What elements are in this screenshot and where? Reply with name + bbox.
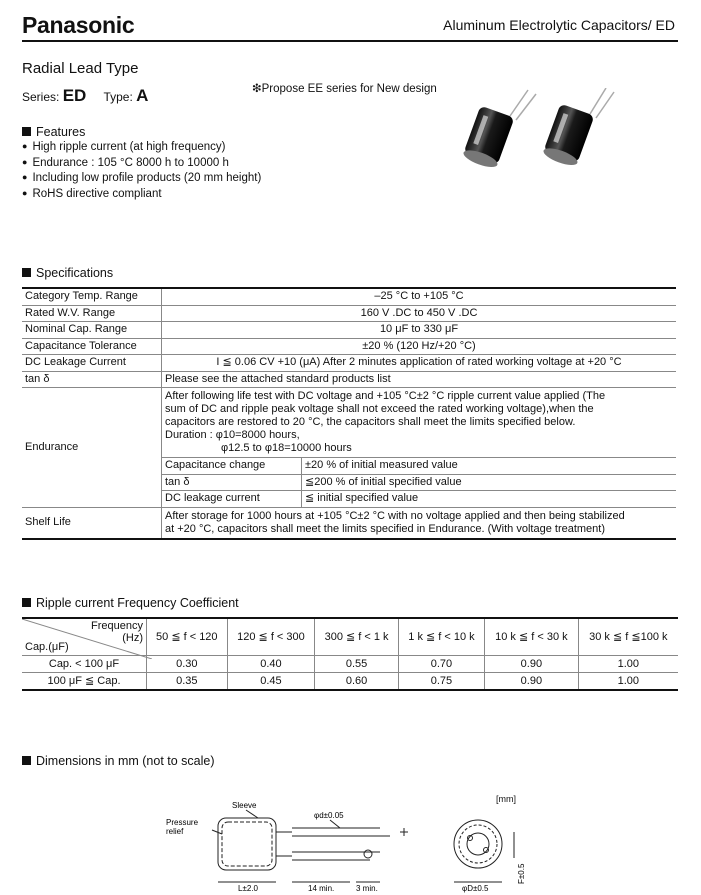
label-lead-length: 14 min.: [308, 884, 335, 893]
document-title: Aluminum Electrolytic Capacitors/ ED: [443, 17, 675, 33]
series-value: ED: [62, 86, 87, 105]
ripple-value: 0.90: [485, 656, 579, 673]
freq-header: 30 k ≦ f ≦100 k: [578, 618, 678, 656]
type-label: Type:: [103, 90, 133, 104]
specifications-heading: Specifications: [22, 266, 113, 280]
spec-row: [22, 288, 676, 305]
limit-item: DC leakage current: [162, 491, 302, 508]
ripple-value: 0.40: [227, 656, 315, 673]
ripple-table: [22, 617, 678, 691]
label-length: L±2.0: [238, 884, 258, 893]
freq-header: 1 k ≦ f < 10 k: [398, 618, 484, 656]
ripple-value: 0.30: [147, 656, 228, 673]
brand-logo: Panasonic: [22, 12, 135, 38]
label-lead-diameter: φd±0.05: [314, 811, 344, 820]
spec-label: Category Temp. Range: [22, 288, 162, 305]
spec-label: DC Leakage Current: [22, 355, 162, 372]
bullet-square-icon: [22, 756, 31, 765]
label-3min: 3 min.: [356, 884, 378, 893]
spec-value: I ≦ 0.06 CV +10 (μA) After 2 minutes application of rated working voltage at +20 °C: [162, 355, 677, 372]
label-pressure: Pressure: [166, 818, 199, 827]
ripple-header-row: [22, 618, 678, 656]
limit-item: Capacitance change: [162, 458, 302, 475]
endurance-row: [22, 388, 676, 458]
spec-row: [22, 305, 676, 322]
freq-header: 50 ≦ f < 120: [147, 618, 228, 656]
ripple-value: 0.35: [147, 673, 228, 691]
limit-value: ≦ initial specified value: [302, 491, 677, 508]
ripple-row: [22, 673, 678, 691]
freq-header: 120 ≦ f < 300: [227, 618, 315, 656]
endurance-text: After following life test with DC voltage and +105 °C±2 °C ripple current value applied (The sum of DC and ripple peak voltage shall not exceed the rated working voltage),when the capacitors are restored to 20 °C, the capacitors shall meet the limits specified below. Duration : φ10=8000 hours, φ12.5 to φ18=10000 hours: [162, 388, 677, 458]
spec-value: Please see the attached standard products list: [162, 371, 677, 388]
capacitor-image-right: [542, 88, 614, 168]
spec-label: Rated W.V. Range: [22, 305, 162, 322]
header-rule: [22, 40, 678, 42]
spec-row: [22, 355, 676, 372]
feature-item: ● RoHS directive compliant: [22, 186, 261, 202]
ripple-value: 1.00: [578, 656, 678, 673]
feature-item: ● High ripple current (at high frequency): [22, 139, 261, 155]
propose-note: ❇Propose EE series for New design: [252, 83, 437, 95]
type-value: A: [136, 86, 149, 105]
series-line: [22, 86, 162, 106]
bullet-square-icon: [22, 127, 31, 136]
spec-value: ±20 % (120 Hz/+20 °C): [162, 338, 677, 355]
bullet-square-icon: [22, 268, 31, 277]
features-list: [22, 139, 261, 201]
ripple-value: 0.90: [485, 673, 579, 691]
spec-label: tan δ: [22, 371, 162, 388]
ripple-value: 0.70: [398, 656, 484, 673]
ripple-value: 0.45: [227, 673, 315, 691]
spec-row: [22, 371, 676, 388]
bullet-square-icon: [22, 598, 31, 607]
label-relief: relief: [166, 827, 184, 836]
capacitor-image-left: [462, 90, 536, 170]
capacitor-body-outline: [218, 818, 276, 870]
spec-value: –25 °C to +105 °C: [162, 288, 677, 305]
spec-value: 10 μF to 330 μF: [162, 322, 677, 339]
dimensions-heading: Dimensions in mm (not to scale): [22, 754, 215, 768]
features-heading: Features: [22, 125, 85, 139]
ripple-value: 0.55: [315, 656, 398, 673]
ripple-value: 0.75: [398, 673, 484, 691]
freq-header: 10 k ≦ f < 30 k: [485, 618, 579, 656]
ripple-corner-cell: [22, 618, 147, 656]
feature-item: ● Endurance : 105 °C 8000 h to 10000 h: [22, 155, 261, 171]
ripple-value: 1.00: [578, 673, 678, 691]
endurance-label: Endurance: [22, 388, 162, 508]
capacitor-photo: [458, 88, 618, 178]
specifications-table: [22, 287, 676, 540]
freq-header: 300 ≦ f < 1 k: [315, 618, 398, 656]
lead-type-heading: Radial Lead Type: [22, 60, 139, 77]
shelf-life-label: Shelf Life: [22, 507, 162, 539]
unit-note: [mm]: [496, 794, 516, 804]
feature-item: ● Including low profile products (20 mm height): [22, 170, 261, 186]
corner-hz: (Hz): [122, 632, 143, 644]
shelf-life-row: [22, 507, 676, 539]
shelf-life-text: After storage for 1000 hours at +105 °C±2 °C with no voltage applied and then being stabilized at +20 °C, capacitors shall meet the limits specified in Endurance. (With voltage treatment): [162, 507, 677, 539]
series-label: Series:: [22, 90, 60, 104]
corner-frequency: Frequency: [91, 620, 143, 632]
dimension-drawing: [160, 798, 530, 895]
limit-item: tan δ: [162, 474, 302, 491]
spec-label: Capacitance Tolerance: [22, 338, 162, 355]
spec-row: [22, 338, 676, 355]
ripple-cap: 100 μF ≦ Cap.: [22, 673, 147, 691]
spec-value: 160 V .DC to 450 V .DC: [162, 305, 677, 322]
spec-label: Nominal Cap. Range: [22, 322, 162, 339]
ripple-cap: Cap. < 100 μF: [22, 656, 147, 673]
label-sleeve: Sleeve: [232, 801, 257, 810]
ripple-value: 0.60: [315, 673, 398, 691]
limit-value: ≦200 % of initial specified value: [302, 474, 677, 491]
spec-row: [22, 322, 676, 339]
label-pitch: F±0.5: [517, 863, 526, 884]
label-body-diameter: φD±0.5: [462, 884, 489, 893]
corner-cap: Cap.(μF): [25, 641, 69, 653]
limit-value: ±20 % of initial measured value: [302, 458, 677, 475]
ripple-heading: Ripple current Frequency Coefficient: [22, 596, 239, 610]
